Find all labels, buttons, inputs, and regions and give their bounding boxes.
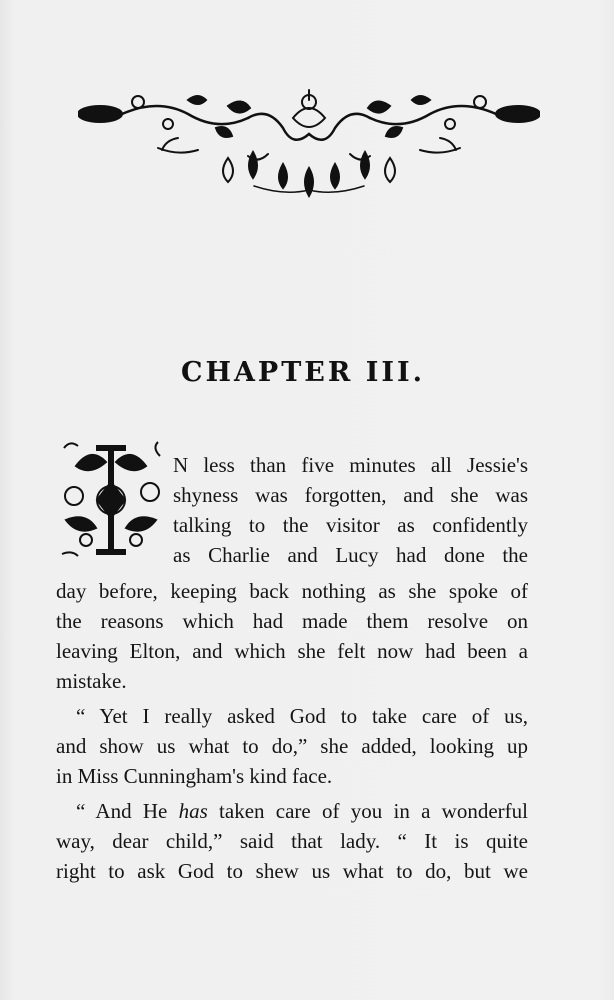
text-line: shyness was forgotten, and she was — [173, 483, 528, 507]
text-line: talking to the visitor as confidently — [173, 513, 528, 537]
text-line: day before, keeping back nothing as she spoke of — [56, 579, 528, 603]
text-line: the reasons which had made them resolve on — [56, 609, 528, 633]
text-line: N less than five minutes all Jessie's — [173, 453, 528, 477]
text-line: as Charlie and Lucy had done the — [173, 543, 528, 567]
text-line: “ Yet I really asked God to take care of us, — [76, 704, 528, 728]
text-line: mistake. — [56, 669, 127, 693]
text-run: taken care of you in a wonderful — [207, 799, 528, 823]
italic-emphasis: has — [178, 799, 208, 823]
text-line — [76, 796, 528, 826]
chapter-heading: CHAPTER III. — [180, 357, 426, 388]
floral-headpiece-ornament — [78, 88, 540, 206]
text-line: in Miss Cunningham's kind face. — [56, 764, 333, 788]
decorated-initial-i-icon — [56, 436, 166, 564]
text-run: “ And He — [76, 799, 179, 823]
text-line: right to ask God to shew us what to do, but we — [56, 859, 528, 883]
text-line: and show us what to do,” she added, looking up — [56, 734, 528, 758]
text-line: leaving Elton, and which she felt now had been a — [56, 639, 528, 663]
text-line: way, dear child,” said that lady. “ It is quite — [56, 829, 528, 853]
